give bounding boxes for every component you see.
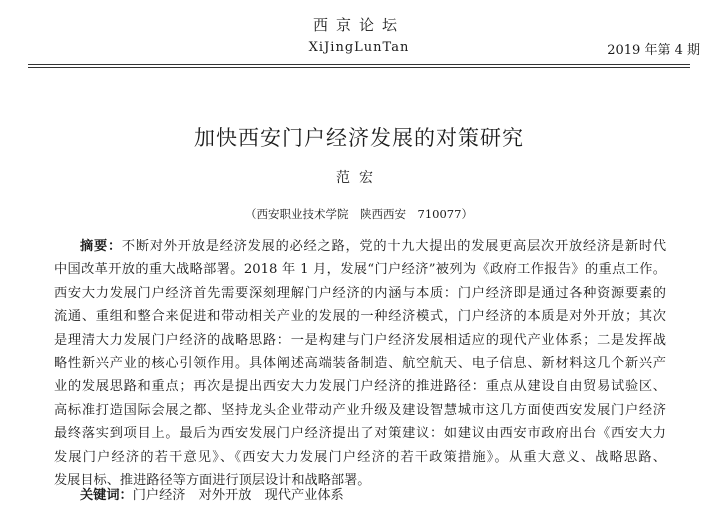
- journal-name-en: XiJingLunTan: [308, 40, 410, 55]
- abstract-line: 最终落实到项目上。最后为西安发展门户经济提出了对策建议：如建议由西安市政府出台《西安大力: [54, 426, 666, 442]
- abstract-line: 业的发展思路和重点；再次是提出西安大力发展门户经济的推进路径：重点从建设自由贸易试验区、: [54, 379, 666, 395]
- journal-name: 西京论坛: [312, 16, 405, 34]
- abstract-text: 不断对外开放是经济发展的必经之路，党的十九大提出的发展更高层次开放经济是新时代: [121, 239, 666, 254]
- abstract-line: 发展门户经济的若干意见》、《西安大力发展门户经济的若干政策措施》。从重大意义、战略思路、: [54, 449, 666, 465]
- abstract: [54, 235, 666, 492]
- abstract-line: 略性新兴产业的核心引领作用。具体阐述高端装备制造、航空航天、电子信息、新材料这几个新兴产: [54, 355, 666, 371]
- abstract-line: 西安大力发展门户经济首先需要深刻理解门户经济的内涵与本质：门户经济即是通过各种资源要素的: [54, 285, 666, 301]
- abstract-line: [54, 235, 666, 258]
- abstract-label: 摘要：: [80, 239, 122, 254]
- abstract-line: 中国改革开放的重大战略部署。2018 年 1 月，发展“门户经济”被列为《政府工作报告》的重点工作。: [54, 262, 666, 278]
- journal-header: [0, 0, 718, 72]
- header-rule-double: [28, 67, 690, 68]
- author-affiliation: （西安职业技术学院 陕西西安 710077）: [245, 207, 473, 221]
- header-rule: [28, 64, 690, 65]
- keywords-text: 门户经济 对外开放 现代产业体系: [132, 488, 344, 503]
- abstract-line: 发展目标、推进路径等方面进行顶层设计和战略部署。: [54, 472, 371, 488]
- article-title: 加快西安门户经济发展的对策研究: [194, 126, 524, 150]
- keywords-label: 关键词：: [80, 488, 133, 503]
- abstract-line: 高标准打造国际会展之都、坚持龙头企业带动产业升级及建设智慧城市这几方面使西安发展门户经济: [54, 402, 666, 418]
- issue-number: 2019 年第 4 期: [607, 43, 700, 58]
- abstract-line: 是理清大力发展门户经济的战略思路：一是构建与门户经济发展相适应的现代产业体系；二是发挥战: [54, 332, 666, 348]
- article-author: 范宏: [336, 170, 382, 186]
- abstract-line: 流通、重组和整合来促进和带动相关产业的发展的一种经济模式，门户经济的本质是对外开放；其次: [54, 309, 666, 325]
- keywords: [80, 487, 344, 505]
